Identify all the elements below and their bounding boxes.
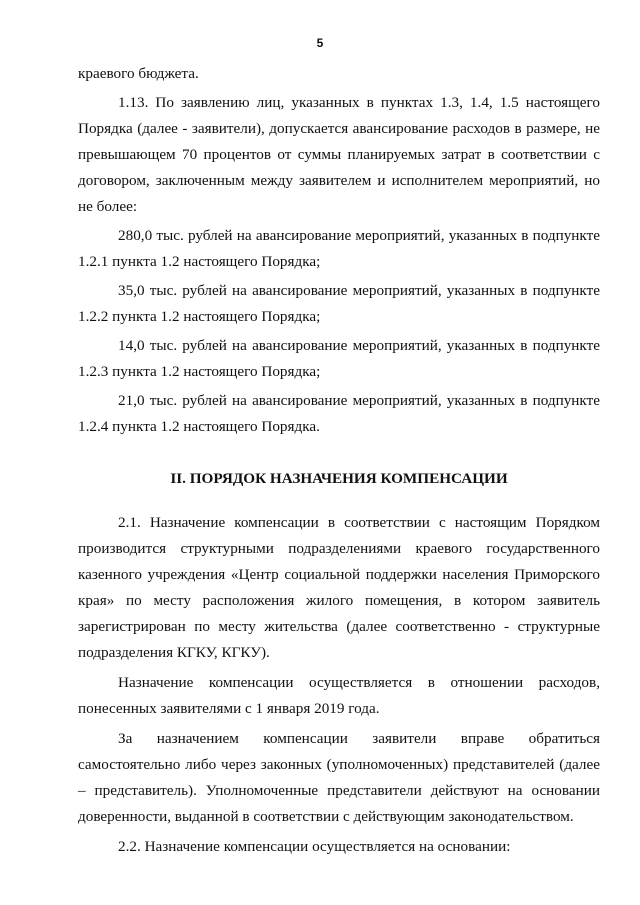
paragraph-compensation-period: Назначение компенсации осуществляется в отношении расходов, понесенных заявителями с 1 января 2019 года. (78, 674, 600, 717)
paragraph-continuation: краевого бюджета. (78, 65, 199, 82)
paragraph-advance-1-2-2: 35,0 тыс. рублей на авансирование мероприятий, указанных в подпункте 1.2.2 пункта 1.2 настоящего Порядка; (78, 282, 600, 325)
paragraph-representatives: За назначением компенсации заявители вправе обратиться самостоятельно либо через законных (уполномоченных) представителей (далее – представитель). Уполномоченные представители действуют на основании доверенности, выданной в соответствии с действующим законодательством. (78, 730, 600, 825)
paragraph-advance-1-2-1: 280,0 тыс. рублей на авансирование мероприятий, указанных в подпункте 1.2.1 пункта 1.2 настоящего Порядка; (78, 227, 600, 270)
paragraph-2-1: 2.1. Назначение компенсации в соответствии с настоящим Порядком производится структурными подразделениями краевого государственного казенного учреждения «Центр социальной поддержки населения Приморского края» по месту расположения жилого помещения, в котором заявитель зарегистрирован по месту жительства (далее соответственно - структурные подразделения КГКУ, КГКУ). (78, 514, 600, 661)
document-body (78, 61, 600, 860)
paragraph-2-2: 2.2. Назначение компенсации осуществляется на основании: (118, 838, 511, 855)
page-number: 5 (316, 36, 324, 50)
paragraph-advance-1-2-4: 21,0 тыс. рублей на авансирование мероприятий, указанных в подпункте 1.2.4 пункта 1.2 настоящего Порядка. (78, 392, 600, 435)
paragraph-1-13: 1.13. По заявлению лиц, указанных в пунктах 1.3, 1.4, 1.5 настоящего Порядка (далее - заявители), допускается авансирование расходов в размере, не превышающем 70 процентов от суммы планируемых затрат в соответствии с договором, заключенным между заявителем и исполнителем мероприятий, но не более: (78, 94, 600, 215)
section-heading: II. ПОРЯДОК НАЗНАЧЕНИЯ КОМПЕНСАЦИИ (170, 470, 508, 487)
paragraph-advance-1-2-3: 14,0 тыс. рублей на авансирование мероприятий, указанных в подпункте 1.2.3 пункта 1.2 настоящего Порядка; (78, 337, 600, 380)
